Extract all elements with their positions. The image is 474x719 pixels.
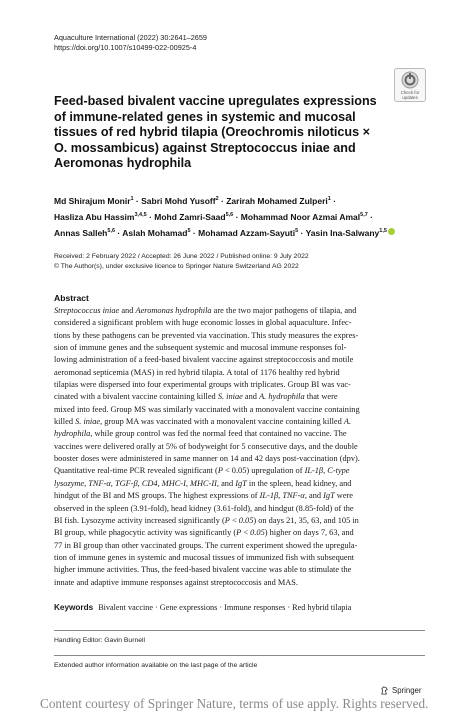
- abstract-heading: Abstract: [54, 293, 89, 303]
- author-affiliation: 5,6: [107, 227, 116, 234]
- abstract-line: higher immune activities. Thus, the feed-based bivalent vaccine was able to stimulate the: [54, 565, 352, 575]
- abstract-line: hindgut of the BI and MS groups. The highest expressions of IL-1β, TNF-α, and IgT were: [54, 491, 354, 501]
- author-name[interactable]: Zarirah Mohamed Zulperi: [226, 195, 328, 206]
- abstract-line: aeromonad septicemia (MAS) in red hybrid tilapia. A total of 1176 healthy red hybrid: [54, 367, 340, 377]
- abstract-line: sion of immune genes and the subsequent systemic and mucosal immune responses fol-: [54, 343, 347, 353]
- extended-info-note: Extended author information available on the last page of the article: [54, 662, 258, 669]
- author-name[interactable]: Annas Salleh: [54, 227, 108, 238]
- author-name[interactable]: Md Shirajum Monir: [54, 195, 131, 206]
- orcid-icon[interactable]: [388, 228, 395, 235]
- abstract-line: Streptococcus iniae and Aeromonas hydrophila are the two major pathogens of tilapia, and: [54, 306, 357, 315]
- abstract-line: mixed into feed. Group MS was similarly vaccinated with a monovalent vaccine containing: [54, 404, 360, 414]
- badge-label: Check for updates: [400, 90, 420, 100]
- keywords: [54, 603, 351, 612]
- author-name[interactable]: Aslah Mohamad: [122, 227, 188, 238]
- article-title: Feed-based bivalent vaccine upregulates expressions of immune-related genes in systemic and mucosal tissues of red hybrid tilapia (Oreochromis niloticus × O. mossambicus) against Streptococcus iniae and Aeromonas hydrophila: [54, 94, 377, 171]
- author-list: Md Shirajum Monir$^1$ · Sabri Mohd Yusoff$^2$ · Zarirah Mohamed Zulperi$^1$ · Hasliza Abu Hassim$^{3,4,5}$ · Mohd Zamri-Saad$^{5,6}$ · Mohammad Noor Azmai Amal$^{5,7}$ · Annas Salleh$^{5,6}$ · Aslah Mohamad$^5$ · Mohamad Azzam-Sayuti$^5$ · Yasin Ina-Salwany$^{1,5}$: [54, 192, 426, 239]
- abstract-line: observed in the spleen (3.91-fold), head kidney (3.61-fold), and hindgut (8.85-fold) of the: [54, 503, 354, 513]
- author-affiliation: 1: [327, 196, 331, 202]
- abstract-line: tions by these pathogens can be prevented via vaccination. This study measures the expres-: [54, 330, 359, 340]
- author-affiliation: 5: [187, 227, 191, 234]
- abstract-line: innate and adaptive immune responses against streptococcosis and MAS.: [54, 577, 298, 587]
- abstract-line: killed S. iniae, group MA was vaccinated with a monovalent vaccine containing killed A.: [54, 417, 352, 427]
- journal-citation: Aquaculture International (2022) 30:2641–2659: [54, 33, 207, 42]
- author-name[interactable]: Sabri Mohd Yusoff: [141, 195, 216, 206]
- footnote-divider-2: [54, 655, 425, 656]
- abstract-line: lysozyme, TNF-α, TGF-β, CD4, MHC-I, MHC-II, and IgT in the spleen, head kidney, and: [54, 478, 352, 488]
- author-name[interactable]: Mohammad Noor Azmai Amal: [240, 211, 361, 222]
- abstract-line: considered a significant problem with huge economic losses in global aquaculture. Infec-: [54, 318, 352, 328]
- abstract-line: booster doses were administered in same manner on 14 and 42 days post-vaccination (dpv).: [54, 454, 360, 464]
- doi-link[interactable]: https://doi.org/10.1007/s10499-022-00925-4: [54, 43, 197, 52]
- author-affiliation: 5,6: [225, 211, 234, 218]
- author-name[interactable]: Hasliza Abu Hassim: [54, 211, 135, 222]
- author-name[interactable]: Mohamad Azzam-Sayuti: [198, 227, 296, 238]
- author-affiliation: 5,7: [360, 211, 368, 218]
- author-affiliation: 3,4,5: [134, 211, 147, 218]
- publisher-name: Springer: [392, 686, 422, 695]
- author-affiliation: 1,5: [379, 227, 387, 234]
- author-affiliation: 1: [130, 196, 134, 202]
- keywords-label: Keywords: [54, 603, 94, 612]
- abstract-line: Quantitative real-time PCR revealed significant (P < 0.05) upregulation of IL-1β, C-type: [54, 466, 350, 476]
- dates-line: Received: 2 February 2022 / Accepted: 26 June 2022 / Published online: 9 July 2022: [54, 253, 309, 260]
- check-updates-icon: [401, 71, 419, 89]
- abstract-line: BI fish. Lysozyme activity increased significantly (P < 0.05) on days 21, 35, 63, and 105 in: [54, 515, 359, 525]
- copyright-line: © The Author(s), under exclusive licence to Springer Nature Switzerland AG 2022: [54, 262, 299, 270]
- handling-editor: Handling Editor: Gavin Burnell: [54, 637, 146, 644]
- springer-logo: [380, 686, 421, 695]
- author-name[interactable]: Yasin Ina-Salwany: [305, 227, 380, 238]
- abstract-line: tion of immune genes in systemic and mucosal tissues of immunized fish with subsequent: [54, 552, 355, 562]
- abstract-line: cinated with a bivalent vaccine containing killed S. iniae and A. hydrophila that were: [54, 392, 338, 402]
- abstract-line: tilapias were dispersed into four experimental groups with triplicates. Group BI was vac-: [54, 380, 351, 390]
- keywords-text: Bivalent vaccine · Gene expressions · Immune responses · Red hybrid tilapia: [98, 603, 352, 612]
- springer-horse-icon: [380, 686, 389, 695]
- abstract-line: lowing administration of a feed-based bivalent vaccine against streptococcosis and motile: [54, 355, 354, 365]
- author-affiliation: 5: [295, 227, 299, 234]
- check-for-updates-badge[interactable]: [394, 68, 426, 102]
- courtesy-watermark: Content courtesy of Springer Nature, terms of use apply. Rights reserved.: [40, 696, 429, 711]
- abstract-line: vaccines were delivered orally at 5% of bodyweight for 5 consecutive days, and the double: [54, 441, 358, 451]
- author-affiliation: 2: [215, 196, 219, 202]
- footnote-divider: [54, 630, 425, 631]
- author-name[interactable]: Mohd Zamri-Saad: [154, 211, 226, 222]
- abstract-body: [54, 305, 425, 589]
- abstract-line: BI group, while phagocytic activity was significantly (P < 0.05) higher on days 7, 63, and: [54, 528, 354, 538]
- journal-header: [54, 33, 207, 53]
- publication-dates: [54, 252, 309, 271]
- abstract-line: hydrophila, while group control was fed the normal feed that contained no vaccine. The: [54, 429, 347, 439]
- abstract-line: 77 in BI group than other vaccinated groups. The current experiment showed the upregula-: [54, 540, 358, 550]
